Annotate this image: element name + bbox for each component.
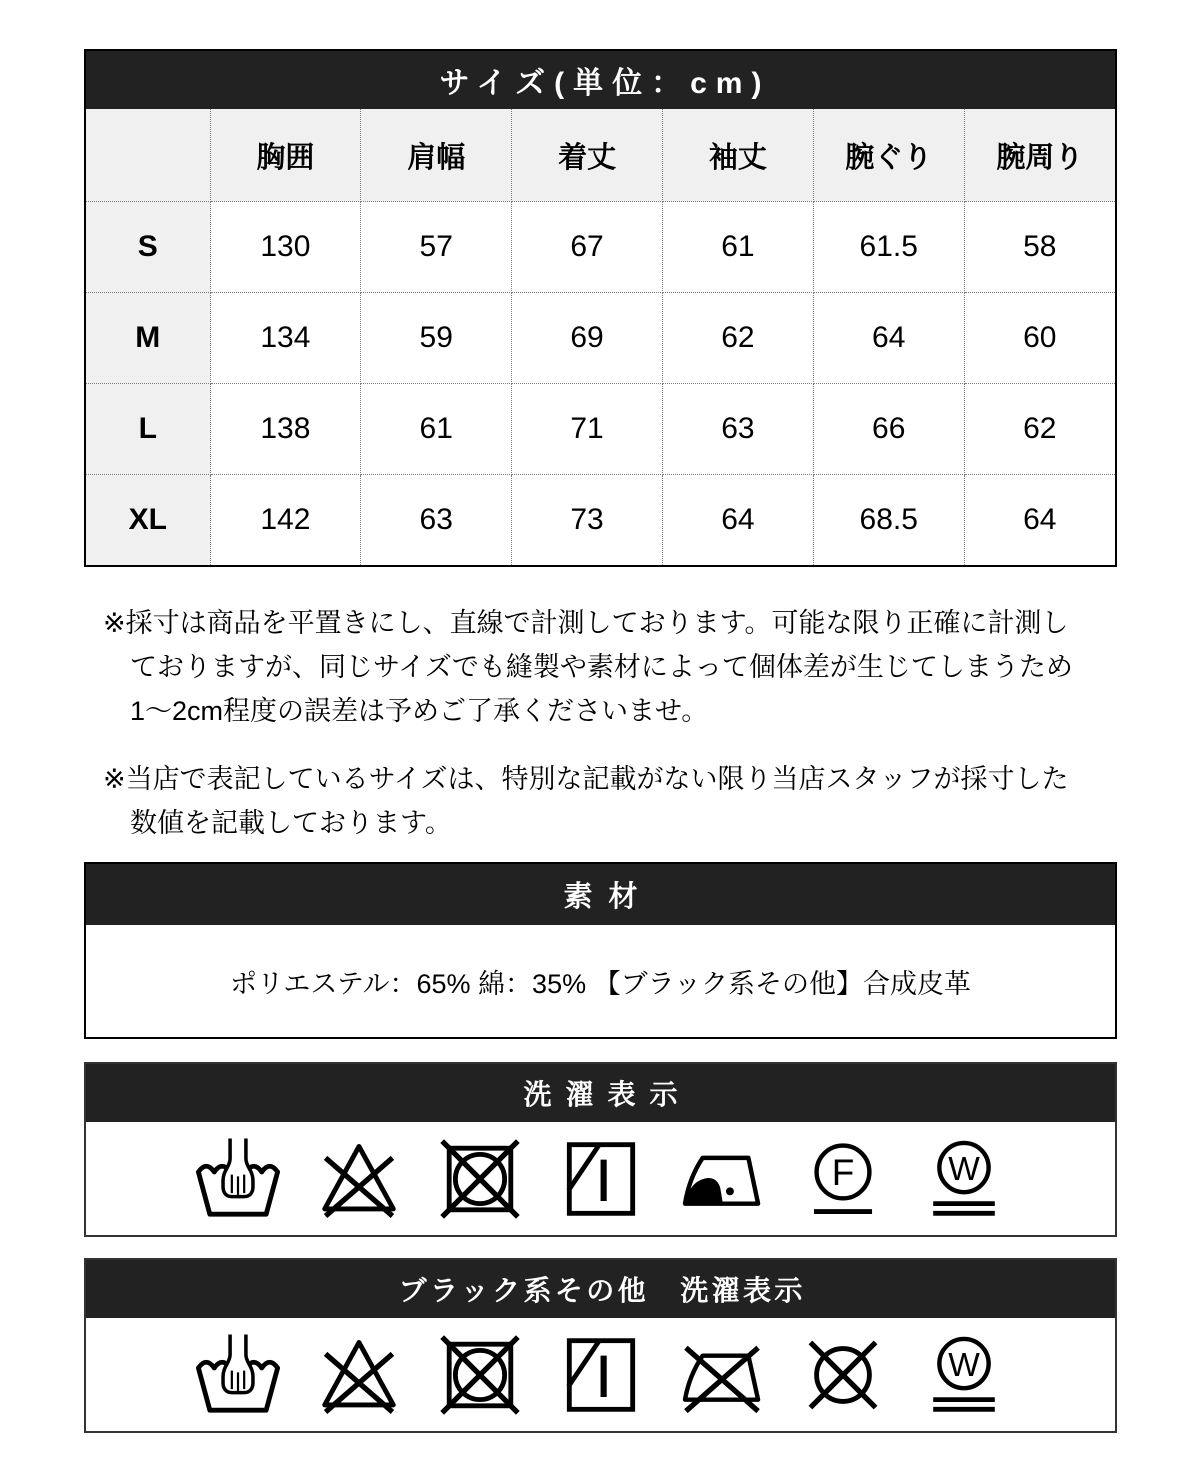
material-title-bar: [86, 864, 1115, 925]
dry-clean-petroleum-icon: [799, 1135, 887, 1223]
size-value: 64: [662, 475, 813, 566]
size-table: [86, 109, 1115, 565]
column-header-0: 胸囲: [210, 109, 361, 202]
size-value: 59: [361, 293, 512, 384]
wet-clean-gentle-icon: [920, 1135, 1008, 1223]
column-header-1: 肩幅: [361, 109, 512, 202]
size-value: 61: [662, 202, 813, 293]
do-not-tumble-dry-icon: [436, 1331, 524, 1419]
size-value: 68.5: [813, 475, 964, 566]
care-section-black-variant: [84, 1258, 1117, 1433]
size-table-title: サイズ(単位：cm): [439, 67, 771, 100]
material-section: [84, 862, 1117, 1039]
do-not-dry-clean-icon: [799, 1331, 887, 1419]
line-dry-in-shade-icon: [557, 1331, 645, 1419]
column-header-5: 腕周り: [964, 109, 1115, 202]
size-row-XL: [86, 475, 1115, 566]
care-icons-row-main: [86, 1122, 1115, 1235]
size-value: 71: [512, 384, 663, 475]
size-value: 67: [512, 202, 663, 293]
column-header-3: 袖丈: [662, 109, 813, 202]
hand-wash-icon: [194, 1135, 282, 1223]
iron-low-icon: [678, 1135, 766, 1223]
size-value: 63: [662, 384, 813, 475]
do-not-iron-icon: [678, 1331, 766, 1419]
wet-clean-gentle-icon: [920, 1331, 1008, 1419]
size-label: M: [86, 293, 210, 384]
size-value: 64: [964, 475, 1115, 566]
size-value: 142: [210, 475, 361, 566]
size-row-M: [86, 293, 1115, 384]
size-table-section: [84, 49, 1117, 567]
measurement-note-0: [103, 601, 1113, 733]
size-row-S: [86, 202, 1115, 293]
line-dry-in-shade-icon: [557, 1135, 645, 1223]
care-section-black-variant-title-bar: [86, 1260, 1115, 1318]
size-table-title-bar: [86, 51, 1115, 109]
note-line: 数値を記載しております。: [130, 808, 452, 838]
size-label: S: [86, 202, 210, 293]
material-title: 素材: [563, 881, 654, 913]
size-label: XL: [86, 475, 210, 566]
hand-wash-icon: [194, 1331, 282, 1419]
size-value: 58: [964, 202, 1115, 293]
column-header-2: 着丈: [512, 109, 663, 202]
size-label: L: [86, 384, 210, 475]
svg-text:W: W: [947, 1150, 980, 1188]
svg-text:W: W: [947, 1346, 980, 1384]
size-value: 134: [210, 293, 361, 384]
care-section-main-title-bar: [86, 1064, 1115, 1122]
size-value: 73: [512, 475, 663, 566]
care-section-main-title: 洗濯表示: [523, 1079, 692, 1110]
size-value: 64: [813, 293, 964, 384]
size-value: 62: [964, 384, 1115, 475]
do-not-bleach-icon: [315, 1331, 403, 1419]
note-line: ておりますが、同じサイズでも縫製や素材によって個体差が生じてしまうため: [130, 652, 1073, 682]
care-icons-row-black-variant: [86, 1318, 1115, 1431]
material-content: ポリエステル：65% 綿：35% 【ブラック系その他】合成皮革: [229, 968, 972, 999]
size-value: 138: [210, 384, 361, 475]
size-table-corner-cell: [86, 109, 210, 202]
size-value: 66: [813, 384, 964, 475]
svg-text:F: F: [831, 1151, 854, 1193]
do-not-tumble-dry-icon: [436, 1135, 524, 1223]
size-value: 62: [662, 293, 813, 384]
size-row-L: [86, 384, 1115, 475]
note-line: 1〜2cm程度の誤差は予めご了承くださいませ。: [130, 696, 709, 726]
size-table-header-row: [86, 109, 1115, 202]
care-section-main: [84, 1062, 1117, 1237]
size-value: 57: [361, 202, 512, 293]
size-value: 130: [210, 202, 361, 293]
do-not-bleach-icon: [315, 1135, 403, 1223]
size-value: 63: [361, 475, 512, 566]
measurement-note-1: [103, 757, 1113, 845]
care-section-black-variant-title: ブラック系その他 洗濯表示: [398, 1275, 806, 1306]
size-value: 69: [512, 293, 663, 384]
measurement-notes: [103, 601, 1113, 869]
size-value: 61: [361, 384, 512, 475]
size-value: 60: [964, 293, 1115, 384]
note-line: ※採寸は商品を平置きにし、直線で計測しております。可能な限り正確に計測し: [103, 608, 1069, 638]
column-header-4: 腕ぐり: [813, 109, 964, 202]
note-line: ※当店で表記しているサイズは、特別な記載がない限り当店スタッフが採寸した: [103, 764, 1069, 794]
size-value: 61.5: [813, 202, 964, 293]
